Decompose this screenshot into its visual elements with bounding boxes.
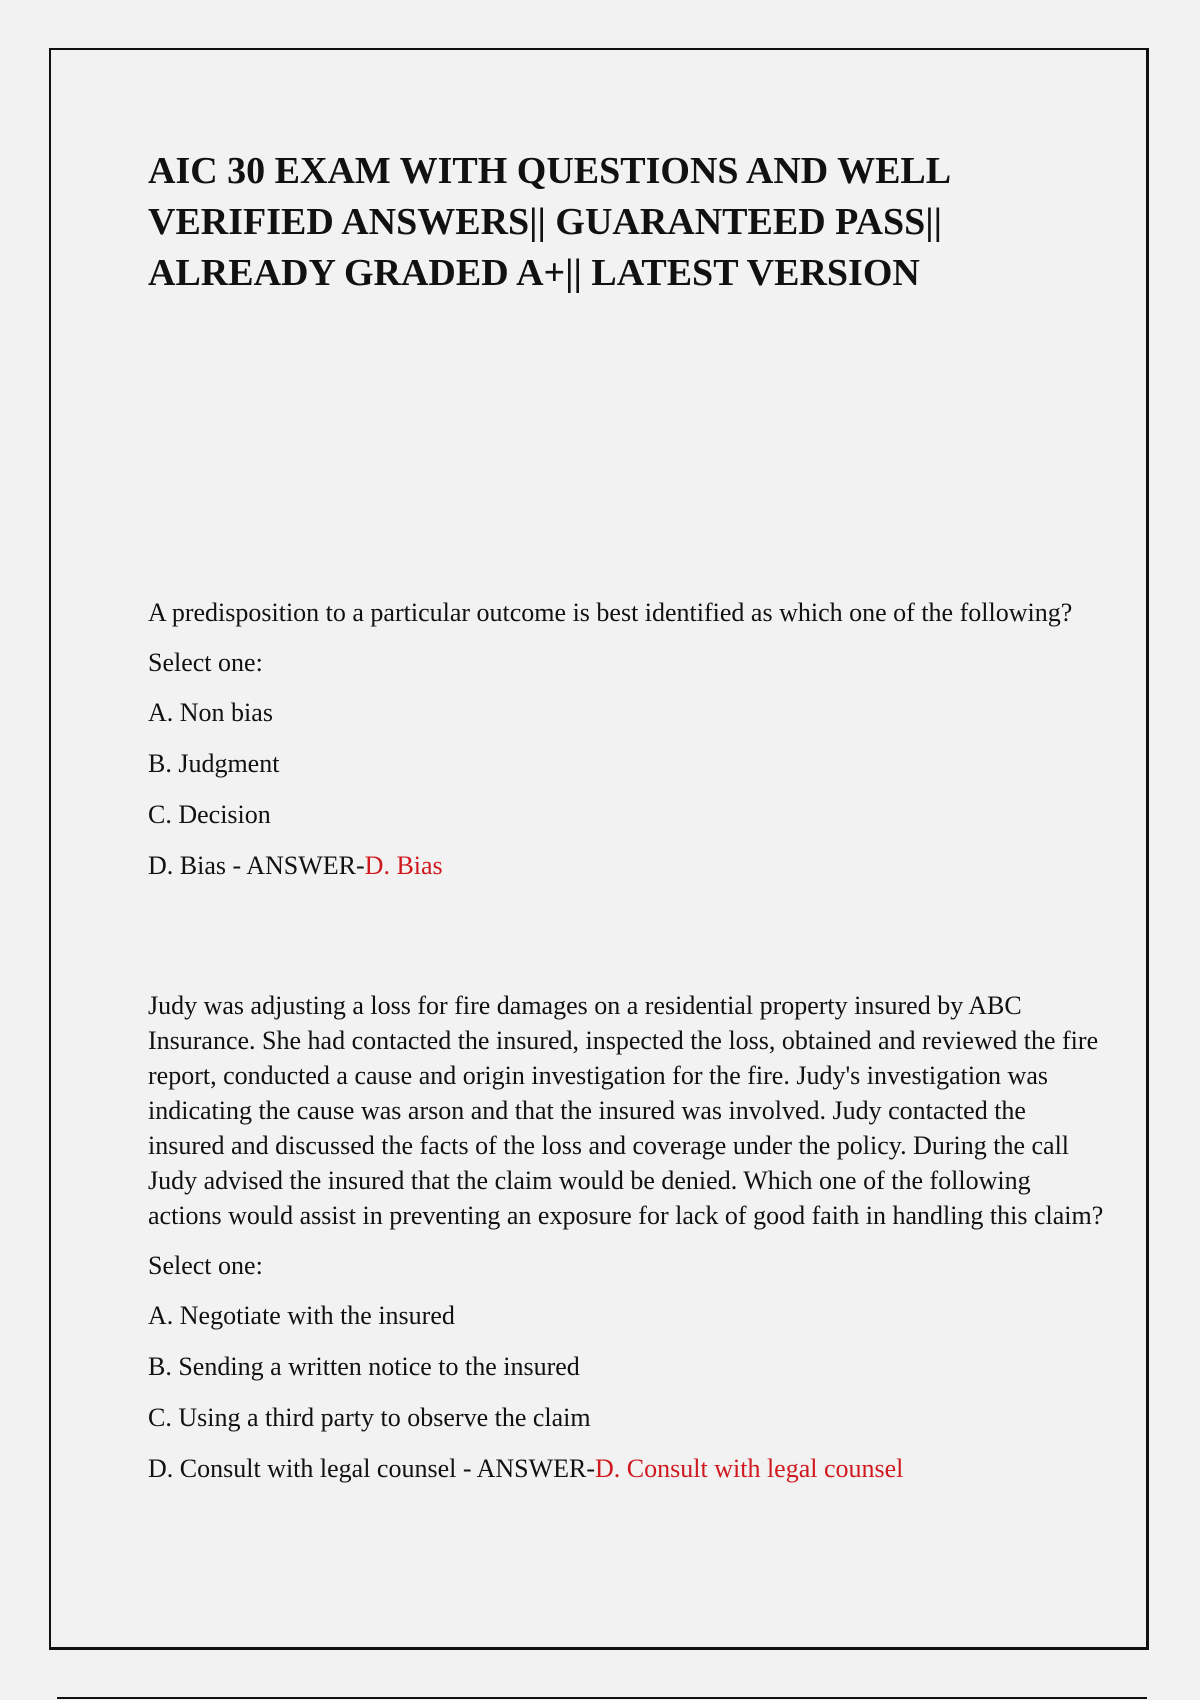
answer-text: D. Consult with legal counsel bbox=[595, 1454, 904, 1483]
answer-prefix: - ANSWER- bbox=[456, 1454, 596, 1483]
question-text: Judy was adjusting a loss for fire damages on a residential property insured by ABC Insurance. She had contacted the insured, inspected the loss, obtained and reviewed the fire report, conducted a cause and origin investigation for the fire. Judy's investigation was indicating the cause was arson and that the insured was involved. Judy contacted the insured and discussed the facts of the loss and coverage under the policy. During the call Judy advised the insured that the claim would be denied. Which one of the following actions would assist in preventing an exposure for lack of good faith in handling this claim? bbox=[148, 991, 1104, 1230]
question-block-1 bbox=[148, 595, 1108, 883]
option-d-label: D. Bias bbox=[148, 851, 226, 880]
option-a: A. Non bias bbox=[148, 698, 273, 727]
option-d-label: D. Consult with legal counsel bbox=[148, 1454, 457, 1483]
answer-prefix: - ANSWER- bbox=[226, 851, 365, 880]
question-block-2 bbox=[148, 988, 1108, 1486]
answer-text: D. Bias bbox=[364, 851, 443, 880]
option-c: C. Decision bbox=[148, 800, 271, 829]
option-d bbox=[148, 848, 1108, 883]
document-title: AIC 30 EXAM WITH QUESTIONS AND WELL VERIFIED ANSWERS|| GUARANTEED PASS|| ALREADY GRADED A+|| LATEST VERSION bbox=[148, 150, 950, 294]
select-one-label: Select one: bbox=[148, 648, 263, 677]
select-one-label: Select one: bbox=[148, 1251, 263, 1280]
next-page-top-border bbox=[57, 1697, 1147, 1699]
option-a: A. Negotiate with the insured bbox=[148, 1301, 455, 1330]
option-d bbox=[148, 1451, 1108, 1486]
page-frame bbox=[49, 48, 1149, 1650]
option-b: B. Sending a written notice to the insured bbox=[148, 1352, 580, 1381]
option-c: C. Using a third party to observe the claim bbox=[148, 1403, 591, 1432]
option-b: B. Judgment bbox=[148, 749, 280, 778]
question-text: A predisposition to a particular outcome is best identified as which one of the following? bbox=[148, 598, 1073, 627]
